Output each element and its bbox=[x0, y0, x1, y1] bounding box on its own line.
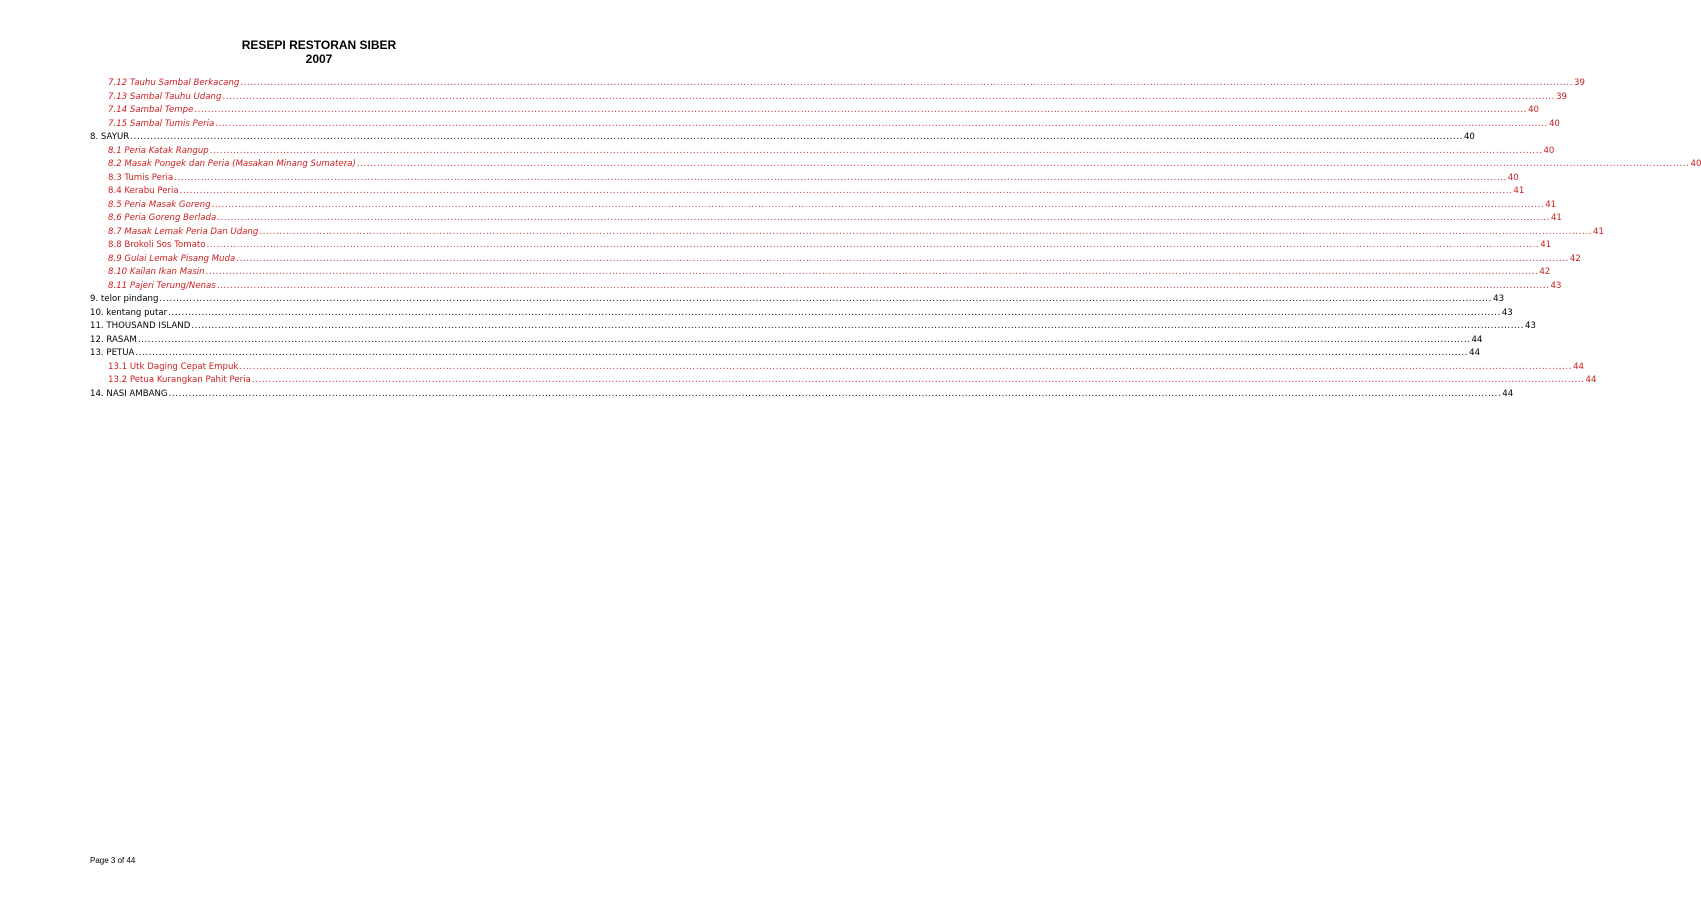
toc-entry-page: 43 bbox=[1525, 321, 1536, 331]
toc-entry-label: 7.15 Sambal Tumis Peria bbox=[108, 118, 215, 129]
toc-entry-label: 8.4 Kerabu Peria bbox=[108, 186, 179, 196]
toc-entry-label: 14. NASI AMBANG bbox=[90, 388, 168, 399]
toc-entry-label: 8.2 Masak Pongek dan Peria (Masakan Minang Sumatera) bbox=[108, 159, 356, 169]
toc-dot-leader: ................................................................................................................................................................................................................................................................................................................................................................................................................ bbox=[215, 118, 1548, 129]
toc-entry[interactable] bbox=[90, 293, 1505, 307]
page-footer bbox=[90, 856, 135, 865]
toc-dot-leader: ................................................................................................................................................................................................................................................................................................................................................................................................................ bbox=[239, 361, 1573, 372]
toc-entry[interactable] bbox=[90, 266, 1551, 280]
toc-entry[interactable] bbox=[90, 239, 1552, 253]
toc-entry[interactable] bbox=[90, 334, 1483, 348]
toc-dot-leader: ................................................................................................................................................................................................................................................................................................................................................................................................................ bbox=[159, 294, 1493, 304]
toc-entry-page: 41 bbox=[1540, 240, 1552, 250]
toc-entry[interactable] bbox=[90, 131, 1475, 145]
toc-entry-page: 43 bbox=[1501, 307, 1513, 318]
toc-entry-label: 7.13 Sambal Tauhu Udang bbox=[108, 91, 222, 102]
toc-entry-label: 13. PETUA bbox=[90, 348, 135, 358]
toc-entry[interactable] bbox=[90, 320, 1536, 334]
toc-entry-label: 8.9 Gulai Lemak Pisang Muda bbox=[108, 253, 236, 264]
toc-entry-page: 41 bbox=[1545, 199, 1557, 210]
toc-dot-leader: ................................................................................................................................................................................................................................................................................................................................................................................................................ bbox=[135, 348, 1469, 358]
toc-entry-page: 44 bbox=[1585, 375, 1597, 385]
toc-entry[interactable] bbox=[90, 388, 1514, 402]
toc-entry[interactable] bbox=[90, 361, 1585, 375]
document-year: 2007 bbox=[305, 52, 333, 66]
toc-entry-page: 41 bbox=[1513, 186, 1525, 196]
toc-entry[interactable] bbox=[90, 199, 1557, 213]
toc-dot-leader: ................................................................................................................................................................................................................................................................................................................................................................................................................ bbox=[137, 334, 1471, 345]
toc-dot-leader: ................................................................................................................................................................................................................................................................................................................................................................................................................ bbox=[251, 375, 1585, 385]
toc-entry-page: 40 bbox=[1548, 118, 1560, 129]
toc-entry-label: 9. telor pindang bbox=[90, 294, 159, 304]
toc-entry[interactable] bbox=[90, 104, 1540, 118]
toc-dot-leader: ................................................................................................................................................................................................................................................................................................................................................................................................................ bbox=[194, 105, 1528, 115]
toc-entry-label: 8.3 Tumis Peria bbox=[108, 172, 174, 183]
toc-entry-page: 40 bbox=[1690, 159, 1701, 169]
toc-entry-label: 7.12 Tauhu Sambal Berkacang bbox=[108, 78, 240, 88]
toc-entry[interactable] bbox=[90, 185, 1525, 199]
toc-entry[interactable] bbox=[90, 91, 1568, 105]
toc-dot-leader: ................................................................................................................................................................................................................................................................................................................................................................................................................ bbox=[168, 388, 1502, 399]
toc-dot-leader: ................................................................................................................................................................................................................................................................................................................................................................................................................ bbox=[216, 280, 1550, 291]
toc-dot-leader: ................................................................................................................................................................................................................................................................................................................................................................................................................ bbox=[209, 145, 1543, 156]
toc-entry-page: 41 bbox=[1593, 226, 1604, 237]
toc-dot-leader: ................................................................................................................................................................................................................................................................................................................................................................................................................ bbox=[211, 199, 1545, 210]
toc-dot-leader: ................................................................................................................................................................................................................................................................................................................................................................................................................ bbox=[179, 186, 1513, 196]
toc-dot-leader: ................................................................................................................................................................................................................................................................................................................................................................................................................ bbox=[240, 78, 1574, 88]
toc-entry[interactable] bbox=[90, 253, 1581, 267]
toc-entry-label: 8.11 Pajeri Terung/Nenas bbox=[108, 280, 216, 291]
toc-entry-label: 8.10 Kailan Ikan Masin bbox=[108, 267, 205, 277]
toc-entry-label: 8.7 Masak Lemak Peria Dan Udang bbox=[108, 226, 259, 237]
toc-entry-page: 43 bbox=[1493, 294, 1505, 304]
page-total: 44 bbox=[126, 856, 136, 865]
toc-entry-page: 44 bbox=[1471, 334, 1483, 345]
toc-entry-page: 40 bbox=[1543, 145, 1555, 156]
toc-entry[interactable] bbox=[90, 374, 1597, 388]
toc-entry-page: 39 bbox=[1556, 91, 1568, 102]
document-header bbox=[0, 38, 638, 66]
toc-entry-label: 8.1 Peria Katak Rangup bbox=[108, 145, 209, 156]
toc-entry-page: 40 bbox=[1528, 105, 1540, 115]
toc-entry-label: 11. THOUSAND ISLAND bbox=[90, 321, 191, 331]
toc-entry-page: 42 bbox=[1569, 253, 1581, 264]
toc-dot-leader: ................................................................................................................................................................................................................................................................................................................................................................................................................ bbox=[259, 226, 1593, 237]
toc-dot-leader: ................................................................................................................................................................................................................................................................................................................................................................................................................ bbox=[206, 240, 1540, 250]
toc-entry[interactable] bbox=[90, 158, 1701, 172]
toc-entry-label: 13.1 Utk Daging Cepat Empuk bbox=[108, 361, 239, 372]
toc-dot-leader: ................................................................................................................................................................................................................................................................................................................................................................................................................ bbox=[130, 132, 1463, 142]
toc-entry-label: 8. SAYUR bbox=[90, 132, 130, 142]
toc-entry[interactable] bbox=[90, 118, 1560, 132]
toc-entry[interactable] bbox=[90, 212, 1562, 226]
toc-entry-label: 13.2 Petua Kurangkan Pahit Peria bbox=[108, 375, 251, 385]
toc-entry[interactable] bbox=[90, 172, 1519, 186]
toc-entry-label: 8.5 Peria Masak Goreng bbox=[108, 199, 211, 210]
toc-dot-leader: ................................................................................................................................................................................................................................................................................................................................................................................................................ bbox=[191, 321, 1525, 331]
toc-entry-page: 44 bbox=[1469, 348, 1481, 358]
toc-entry-page: 41 bbox=[1550, 213, 1562, 223]
toc-entry[interactable] bbox=[90, 347, 1481, 361]
toc-entry[interactable] bbox=[90, 280, 1562, 294]
toc-entry-page: 44 bbox=[1502, 388, 1514, 399]
toc-entry-label: 8.6 Peria Goreng Berlada bbox=[108, 213, 217, 223]
toc-entry-page: 43 bbox=[1550, 280, 1562, 291]
toc-entry[interactable] bbox=[90, 77, 1585, 91]
toc-entry-label: 7.14 Sambal Tempe bbox=[108, 105, 194, 115]
toc-entry[interactable] bbox=[90, 307, 1513, 321]
toc-dot-leader: ................................................................................................................................................................................................................................................................................................................................................................................................................ bbox=[174, 172, 1507, 183]
toc-dot-leader: ................................................................................................................................................................................................................................................................................................................................................................................................................ bbox=[217, 213, 1550, 223]
page-number-label: Page 3 of bbox=[90, 856, 125, 865]
toc-dot-leader: ................................................................................................................................................................................................................................................................................................................................................................................................................ bbox=[236, 253, 1569, 264]
toc-entry-page: 39 bbox=[1574, 78, 1585, 88]
toc-entry-page: 40 bbox=[1463, 132, 1475, 142]
toc-entry-page: 42 bbox=[1539, 267, 1551, 277]
toc-entry-label: 10. kentang putar bbox=[90, 307, 168, 318]
table-of-contents bbox=[90, 77, 1701, 401]
toc-entry[interactable] bbox=[90, 226, 1604, 240]
toc-entry[interactable] bbox=[90, 145, 1555, 159]
document-title: RESEPI RESTORAN SIBER bbox=[241, 38, 397, 52]
toc-dot-leader: ................................................................................................................................................................................................................................................................................................................................................................................................................ bbox=[168, 307, 1501, 318]
toc-dot-leader: ................................................................................................................................................................................................................................................................................................................................................................................................................ bbox=[356, 159, 1690, 169]
toc-entry-label: 8.8 Brokoli Sos Tomato bbox=[108, 240, 206, 250]
toc-dot-leader: ................................................................................................................................................................................................................................................................................................................................................................................................................ bbox=[222, 91, 1556, 102]
toc-entry-page: 40 bbox=[1507, 172, 1519, 183]
toc-entry-page: 44 bbox=[1573, 361, 1585, 372]
toc-entry-label: 12. RASAM bbox=[90, 334, 137, 345]
toc-dot-leader: ................................................................................................................................................................................................................................................................................................................................................................................................................ bbox=[205, 267, 1539, 277]
